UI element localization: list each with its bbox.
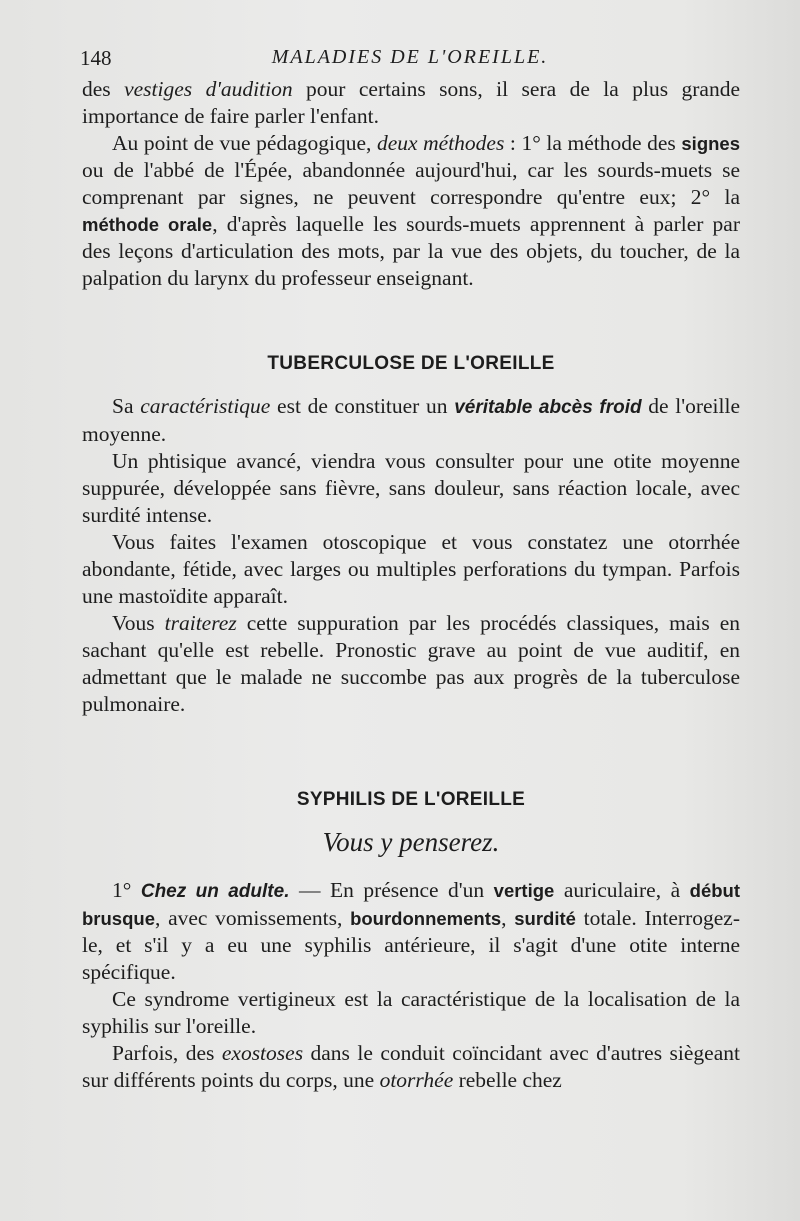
text-run: ou de l'abbé de l'Épée, abandonnée aujourd'hui, car les sourds-muets se comprenant par signes, ne peuvent correspondre qu'entre eux; 2° la	[82, 158, 740, 209]
text-run: ,	[501, 906, 515, 930]
bold-run: surdité	[514, 908, 576, 929]
paragraph-pedagogique	[82, 130, 740, 292]
running-title: MALADIES DE L'OREILLE.	[271, 46, 549, 68]
italic-run: vestiges d'audition	[124, 77, 293, 101]
text-run: des	[82, 77, 125, 101]
text-run: Sa	[112, 394, 141, 418]
page-header	[80, 42, 740, 76]
text-run: : 1° la méthode des	[504, 131, 682, 155]
text-run: dans le conduit coïncidant avec d'autres siègeant sur différents points du corps, une	[82, 1041, 740, 1092]
text-run: cette suppuration par les procédés classiques, mais en sachant qu'elle est rebelle. Pronostic grave au point de vue auditif, en admettant que le malade ne succombe pas aux progrès de la tuberculose pulmonaire.	[82, 611, 741, 716]
section-heading-syphilis: SYPHILIS DE L'OREILLE	[296, 789, 526, 810]
bold-run: vertige	[493, 880, 555, 901]
italic-run: deux méthodes	[376, 131, 505, 155]
section-heading-tuberculose: TUBERCULOSE DE L'OREILLE	[267, 353, 555, 374]
text-run: est de constituer un	[270, 394, 455, 418]
bold-run: bourdonnements	[350, 908, 502, 929]
text-run: rebelle chez	[453, 1068, 562, 1092]
bold-run: méthode orale	[82, 214, 213, 235]
bold-italic-run: véritable abcès froid	[454, 397, 642, 418]
page-number: 148	[80, 46, 112, 70]
paragraph-syndrome: Ce syndrome vertigineux est la caractéristique de la localisation de la syphilis sur l'oreille.	[82, 987, 740, 1038]
italic-run: exostoses	[221, 1041, 304, 1065]
text-run: auriculaire, à	[554, 878, 690, 902]
paragraph-examen: Vous faites l'examen otoscopique et vous constatez une otorrhée abondante, fétide, avec larges ou multiples perforations du tympan. Parfois une mastoïdite apparaît.	[82, 530, 740, 608]
bold-run: début brusque	[82, 880, 740, 929]
italic-run: caractéristique	[140, 394, 271, 418]
paragraph-traitement	[82, 610, 740, 718]
paragraph-caracteristique	[82, 393, 740, 448]
text-run: , avec vomissements,	[154, 906, 351, 930]
page-body	[82, 76, 740, 1094]
text-run: Au point de vue pédagogique,	[112, 131, 377, 155]
text-run: pour certains sons, il sera de la plus grande importance de faire parler l'enfant.	[82, 77, 741, 128]
bold-run: signes	[681, 133, 740, 154]
text-run: , d'après laquelle les sourds-muets apprennent à parler par des leçons d'articulation des mots, par la vue des objets, du toucher, de la palpation du larynx du professeur enseignant.	[82, 212, 741, 290]
paragraph-adulte	[82, 877, 740, 986]
text-run: de l'oreille moyenne.	[82, 394, 741, 446]
paragraph-audition	[82, 76, 740, 130]
italic-run: otorrhée	[379, 1068, 454, 1092]
paragraph-exostoses	[82, 1040, 740, 1094]
paragraph-phtisique: Un phtisique avancé, viendra vous consulter pour une otite moyenne suppurée, développée sans fièvre, sans douleur, sans réaction locale, avec surdité intense.	[82, 449, 740, 527]
text-run: 1°	[112, 878, 141, 902]
text-run: Parfois, des	[112, 1041, 222, 1065]
section-subtitle: Vous y penserez.	[322, 827, 500, 857]
text-run: totale. Interrogez-le, et s'il y a eu une syphilis antérieure, il s'agit d'une otite interne spécifique.	[82, 906, 740, 984]
italic-run: traiterez	[164, 611, 237, 635]
text-run: Vous	[112, 611, 165, 635]
bold-italic-run: Chez un adulte.	[140, 881, 290, 902]
text-run: — En présence d'un	[289, 878, 494, 902]
